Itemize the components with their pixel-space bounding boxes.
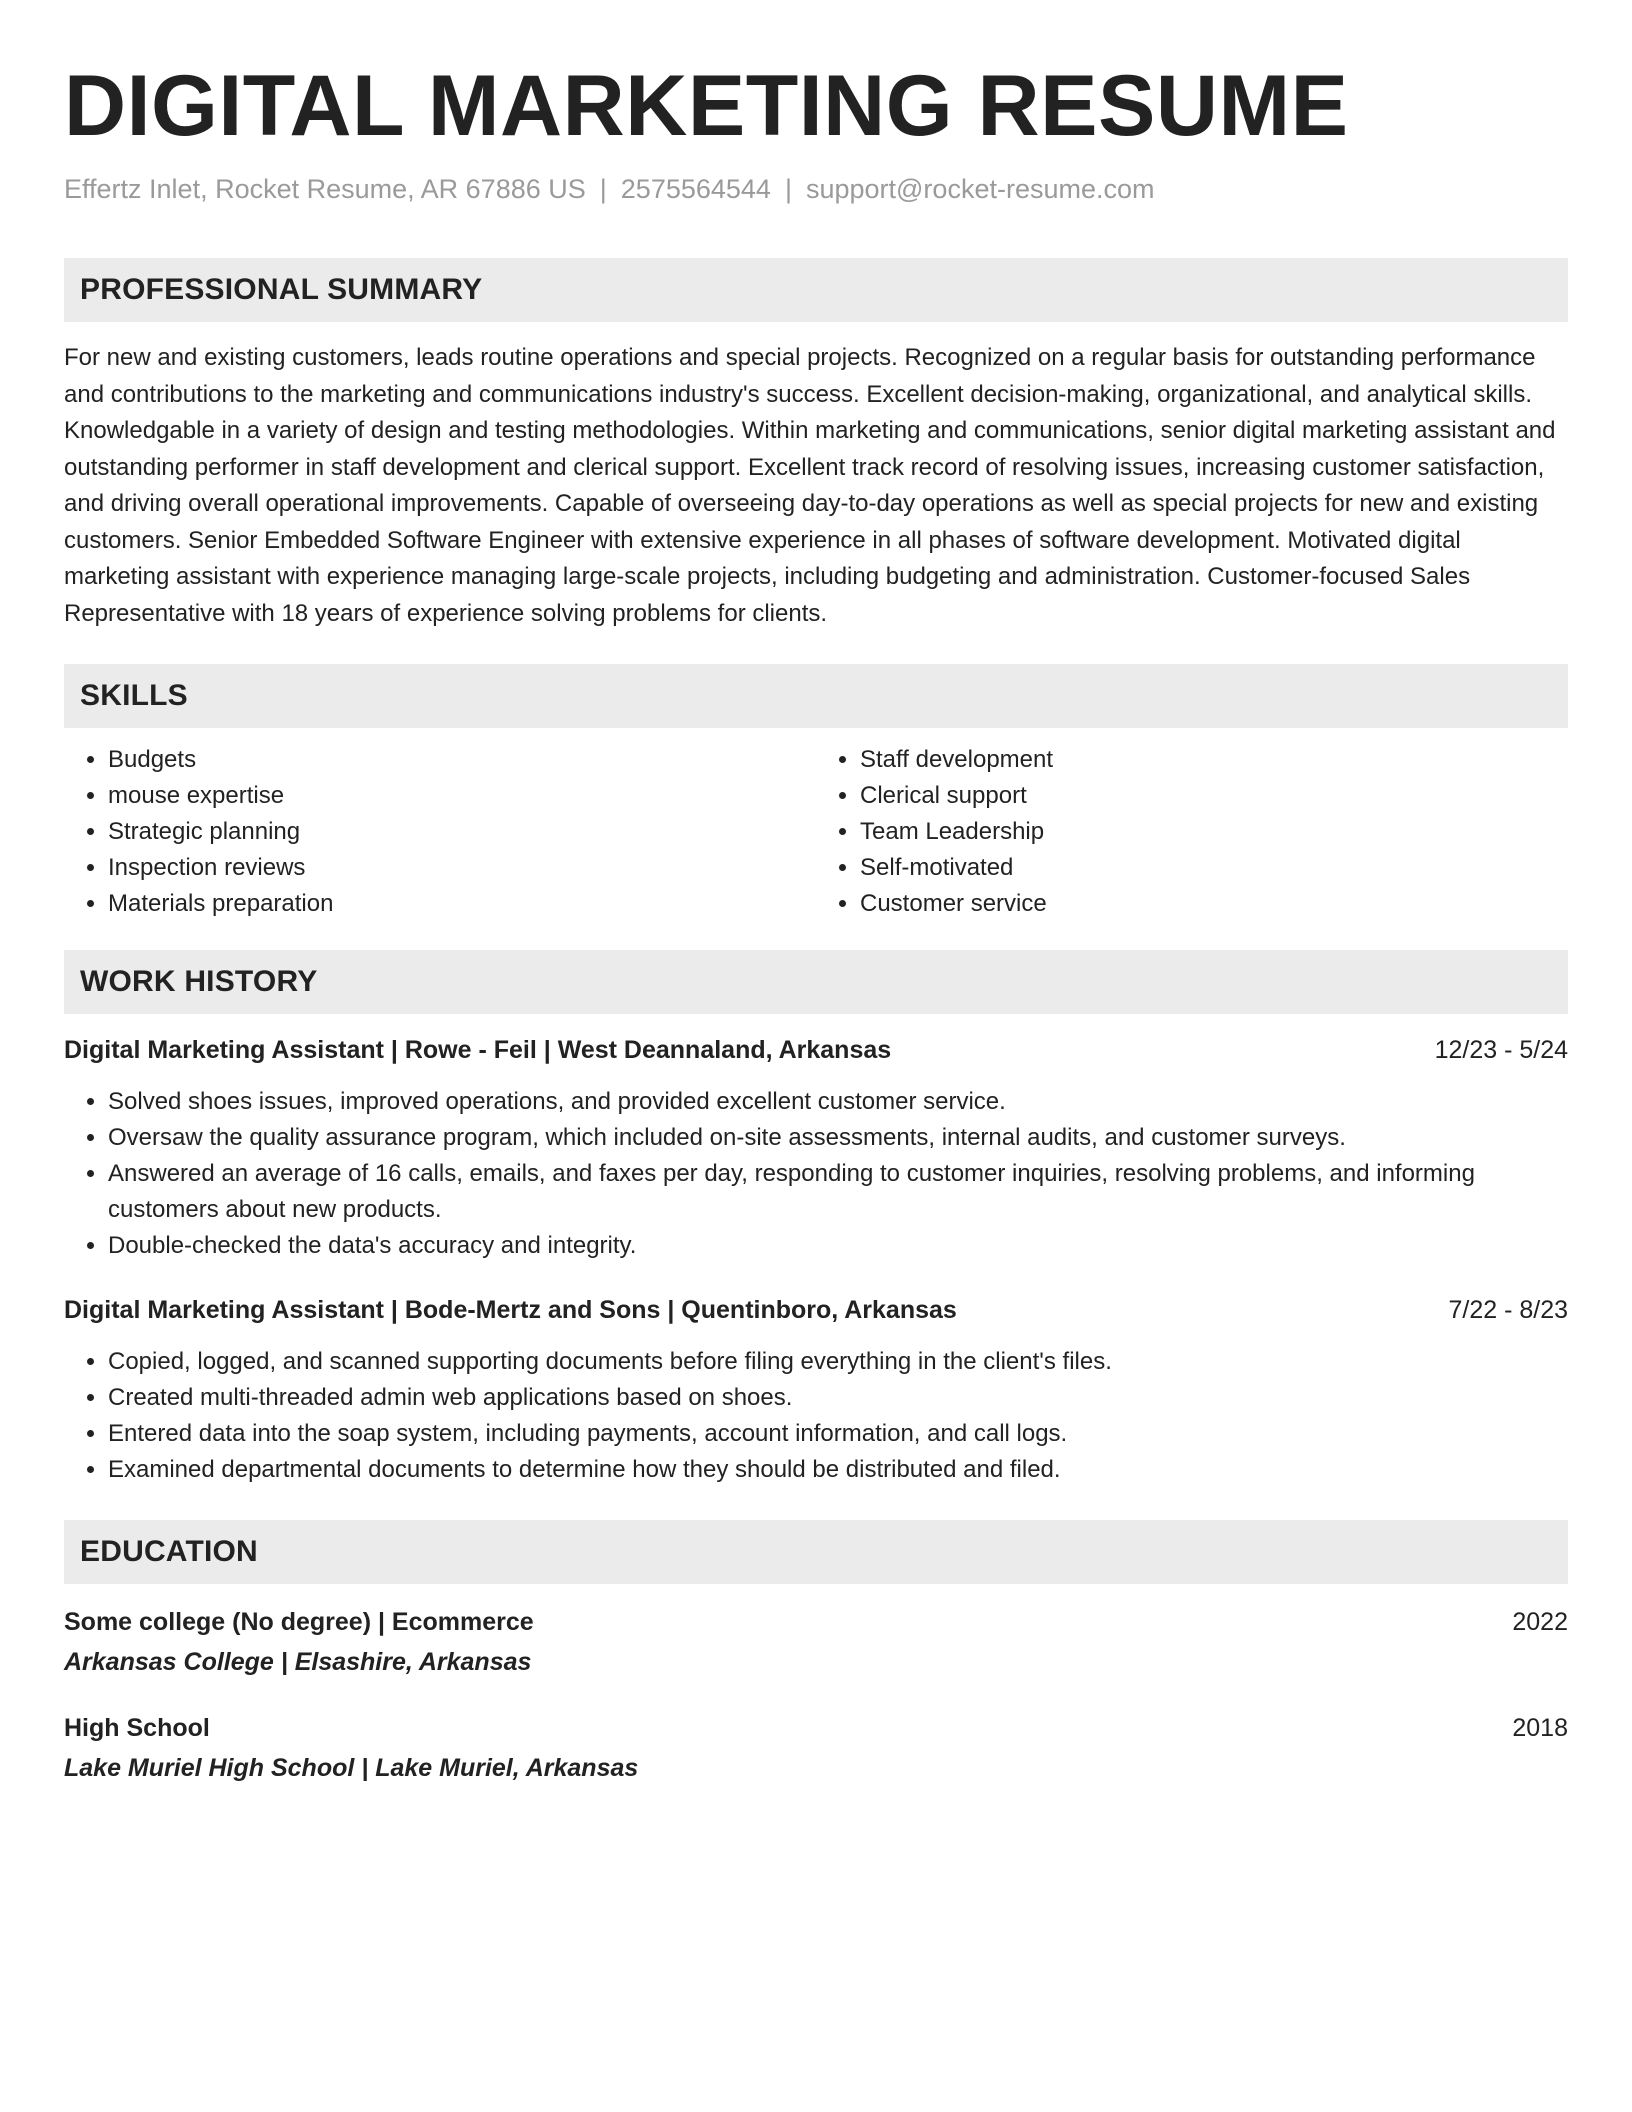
job-bullet: • Copied, logged, and scanned supporting documents before filing everything in the client's files. bbox=[108, 1344, 1568, 1380]
skill-item: • Team Leadership bbox=[860, 814, 1568, 850]
education-degree: Some college (No degree) | Ecommerce bbox=[64, 1608, 534, 1636]
job-title: Digital Marketing Assistant | Rowe - Feil | West Deannaland, Arkansas bbox=[64, 1036, 892, 1064]
job-bullet: • Answered an average of 16 calls, emails, and faxes per day, responding to customer inquiries, resolving problems, and informing customers about new products. bbox=[108, 1156, 1568, 1228]
job-bullet: • Entered data into the soap system, including payments, account information, and call logs. bbox=[108, 1416, 1568, 1452]
skill-item: • Customer service bbox=[860, 886, 1568, 922]
education-heading: EDUCATION bbox=[64, 1520, 1568, 1584]
education-entry bbox=[64, 1710, 1568, 1786]
education-header bbox=[64, 1604, 1568, 1640]
job-bullet: • Created multi-threaded admin web applications based on shoes. bbox=[108, 1380, 1568, 1416]
education-year: 2022 bbox=[1512, 1608, 1568, 1636]
skill-item: • Staff development bbox=[860, 742, 1568, 778]
job-entry bbox=[64, 1292, 1568, 1488]
skills-column-left bbox=[64, 742, 816, 922]
education-entry bbox=[64, 1604, 1568, 1680]
skills-column-right bbox=[816, 742, 1568, 922]
job-bullet: • Solved shoes issues, improved operations, and provided excellent customer service. bbox=[108, 1084, 1568, 1120]
skills-list bbox=[64, 742, 1568, 922]
summary-heading: PROFESSIONAL SUMMARY bbox=[64, 258, 1568, 322]
education-school: Lake Muriel High School | Lake Muriel, Arkansas bbox=[64, 1754, 639, 1782]
job-bullets bbox=[64, 1344, 1568, 1488]
skill-item: • Strategic planning bbox=[108, 814, 816, 850]
education-degree: High School bbox=[64, 1714, 210, 1742]
contact-address: Effertz Inlet, Rocket Resume, AR 67886 US bbox=[64, 174, 586, 204]
contact-phone: 2575564544 bbox=[620, 174, 771, 204]
job-title: Digital Marketing Assistant | Bode-Mertz and Sons | Quentinboro, Arkansas bbox=[64, 1296, 957, 1324]
skill-item: • Clerical support bbox=[860, 778, 1568, 814]
job-dates: 12/23 - 5/24 bbox=[1434, 1036, 1568, 1064]
contact-line bbox=[64, 172, 1568, 206]
job-bullet: • Double-checked the data's accuracy and integrity. bbox=[108, 1228, 1568, 1264]
resume-title: DIGITAL MARKETING RESUME bbox=[64, 58, 1349, 154]
education-year: 2018 bbox=[1512, 1714, 1568, 1742]
education-header bbox=[64, 1710, 1568, 1746]
contact-separator: | bbox=[599, 174, 607, 204]
skill-item: • Materials preparation bbox=[108, 886, 816, 922]
skill-item: • mouse expertise bbox=[108, 778, 816, 814]
summary-text: For new and existing customers, leads routine operations and special projects. Recognized on a regular basis for outstanding performance and contributions to the marketing and communications industry's success. Excellent decision-making, organizational, and analytical skills. Knowledgable in a variety of design and testing methodologies. Within marketing and communications, senior digital marketing assistant and outstanding performer in staff development and clerical support. Excellent track record of resolving issues, increasing customer satisfaction, and driving overall operational improvements. Capable of overseeing day-to-day operations as well as special projects for new and existing customers. Senior Embedded Software Engineer with extensive experience in all phases of software development. Motivated digital marketing assistant with experience managing large-scale projects, including budgeting and administration. Customer-focused Sales Representative with 18 years of experience solving problems for clients. bbox=[64, 344, 1556, 627]
job-bullets bbox=[64, 1084, 1568, 1264]
contact-email: support@rocket-resume.com bbox=[805, 174, 1155, 204]
work-heading: WORK HISTORY bbox=[64, 950, 1568, 1014]
contact-separator: | bbox=[784, 174, 792, 204]
skills-heading: SKILLS bbox=[64, 664, 1568, 728]
job-entry bbox=[64, 1032, 1568, 1264]
skill-item: • Self-motivated bbox=[860, 850, 1568, 886]
job-bullet: • Examined departmental documents to determine how they should be distributed and filed. bbox=[108, 1452, 1568, 1488]
job-header bbox=[64, 1032, 1568, 1068]
job-bullet: • Oversaw the quality assurance program, which included on-site assessments, internal audits, and customer surveys. bbox=[108, 1120, 1568, 1156]
skill-item: • Budgets bbox=[108, 742, 816, 778]
education-school: Arkansas College | Elsashire, Arkansas bbox=[64, 1648, 532, 1676]
job-header bbox=[64, 1292, 1568, 1328]
skill-item: • Inspection reviews bbox=[108, 850, 816, 886]
job-dates: 7/22 - 8/23 bbox=[1448, 1296, 1568, 1324]
